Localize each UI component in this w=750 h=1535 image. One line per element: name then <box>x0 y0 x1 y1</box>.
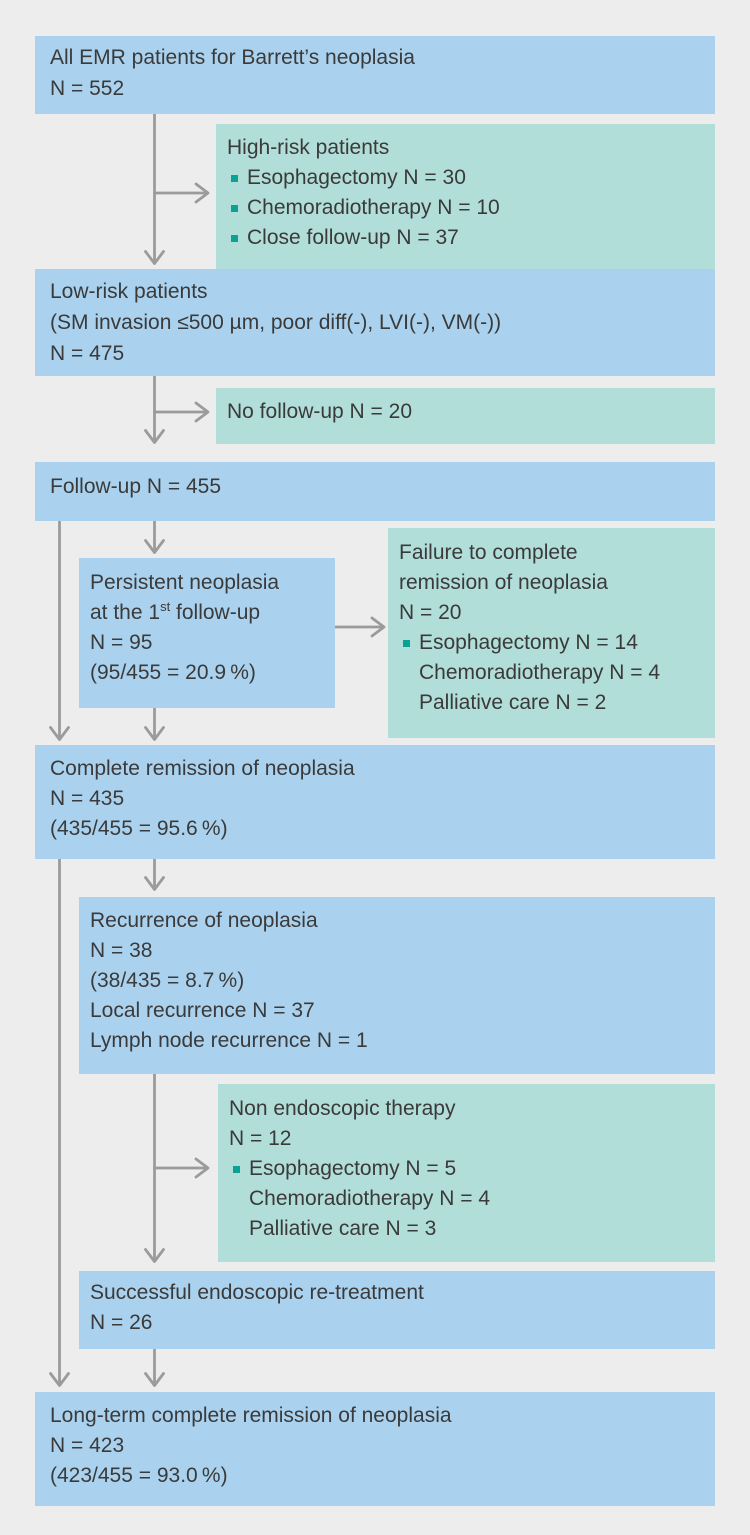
box-low-risk-patients <box>35 269 715 376</box>
bullet-square-icon <box>231 235 238 242</box>
bullet-square-icon <box>231 175 238 182</box>
n-value: N = 95 <box>90 631 153 654</box>
box-title: Failure to complete <box>399 541 578 564</box>
n-value: N = 38 <box>90 939 153 962</box>
box-non-endoscopic-therapy <box>218 1084 715 1262</box>
list-item-label: Chemoradiotherapy N = 10 <box>247 196 500 219</box>
box-persistent-neoplasia <box>79 558 335 708</box>
list-item <box>388 628 715 658</box>
list-item-label: Esophagectomy N = 14 <box>419 631 638 654</box>
box-title: Follow-up N = 455 <box>50 475 222 498</box>
list-item <box>216 163 715 193</box>
n-value: N = 423 <box>50 1434 125 1457</box>
box-long-term-remission <box>35 1392 715 1506</box>
box-complete-remission <box>35 745 715 859</box>
list-item <box>388 658 715 688</box>
percentage-value: (423/455 = 93.0 %) <box>50 1464 228 1487</box>
box-failure-remission <box>388 528 715 738</box>
followup-ordinal-line <box>79 598 335 628</box>
n-value: N = 435 <box>50 787 125 810</box>
arrowhead-right-icon <box>372 618 384 636</box>
box-recurrence-neoplasia <box>79 897 715 1074</box>
arrowhead-right-icon <box>196 1159 208 1177</box>
list-item-label: Chemoradiotherapy N = 4 <box>249 1187 491 1210</box>
list-item <box>216 193 715 223</box>
box-no-follow-up <box>216 388 715 444</box>
n-value: N = 475 <box>50 342 125 365</box>
box-title: Persistent neoplasia <box>90 571 280 594</box>
arrowhead-down-icon <box>146 252 164 264</box>
list-item-label: Esophagectomy N = 30 <box>247 166 466 189</box>
box-successful-retreatment <box>79 1271 715 1349</box>
box-title: Successful endoscopic re-treatment <box>90 1281 424 1304</box>
percentage-value: (435/455 = 95.6 %) <box>50 817 228 840</box>
box-high-risk-patients <box>216 124 715 271</box>
n-value: N = 12 <box>229 1127 292 1150</box>
percentage-value: (95/455 = 20.9 %) <box>90 661 256 684</box>
bullet-square-icon <box>233 1166 240 1173</box>
arrowhead-down-icon <box>146 728 164 740</box>
arrowhead-down-icon <box>146 541 164 553</box>
arrowhead-down-icon <box>146 1250 164 1262</box>
list-item-label: Close follow-up N = 37 <box>247 226 459 249</box>
list-item <box>216 223 715 253</box>
arrowhead-down-icon <box>146 878 164 890</box>
list-item <box>388 688 715 718</box>
list-item <box>218 1154 715 1184</box>
arrowhead-down-icon <box>146 431 164 443</box>
box-title: All EMR patients for Barrett’s neoplasia <box>50 46 415 69</box>
local-recurrence-value: Local recurrence N = 37 <box>90 999 315 1022</box>
arrowhead-right-icon <box>196 184 208 202</box>
list-item-label: Palliative care N = 2 <box>419 691 607 714</box>
list-item-label: Chemoradiotherapy N = 4 <box>419 661 661 684</box>
box-title: Complete remission of neoplasia <box>50 757 355 780</box>
line-text: at the 1 <box>90 601 161 624</box>
n-value: N = 552 <box>50 77 125 100</box>
criteria-text: (SM invasion ≤500 µm, poor diff(-), LVI(-), VM(-)) <box>50 311 502 334</box>
arrowhead-right-icon <box>196 403 208 421</box>
line-text: follow-up <box>170 601 261 624</box>
box-title: Non endoscopic therapy <box>229 1097 456 1120</box>
n-value: N = 26 <box>90 1311 153 1334</box>
box-title: Recurrence of neoplasia <box>90 909 318 932</box>
bullet-square-icon <box>231 205 238 212</box>
n-value: N = 20 <box>399 601 462 624</box>
box-title: No follow-up N = 20 <box>227 400 413 423</box>
box-title: Low-risk patients <box>50 280 208 303</box>
box-all-emr-patients <box>35 36 715 114</box>
lymph-node-recurrence-value: Lymph node recurrence N = 1 <box>90 1029 368 1052</box>
percentage-value: (38/435 = 8.7 %) <box>90 969 245 992</box>
bullet-square-icon <box>403 640 410 647</box>
arrowhead-down-icon <box>51 1374 69 1386</box>
list-item <box>218 1184 715 1214</box>
arrowhead-down-icon <box>146 1374 164 1386</box>
list-item <box>218 1214 715 1244</box>
box-follow-up <box>35 462 715 521</box>
list-item-label: Palliative care N = 3 <box>249 1217 437 1240</box>
list-item-label: Esophagectomy N = 5 <box>249 1157 457 1180</box>
ordinal-superscript: st <box>160 599 171 614</box>
box-title: High-risk patients <box>227 136 390 159</box>
box-title: Long-term complete remission of neoplasia <box>50 1404 452 1427</box>
box-title: remission of neoplasia <box>399 571 608 594</box>
arrowhead-down-icon <box>51 728 69 740</box>
